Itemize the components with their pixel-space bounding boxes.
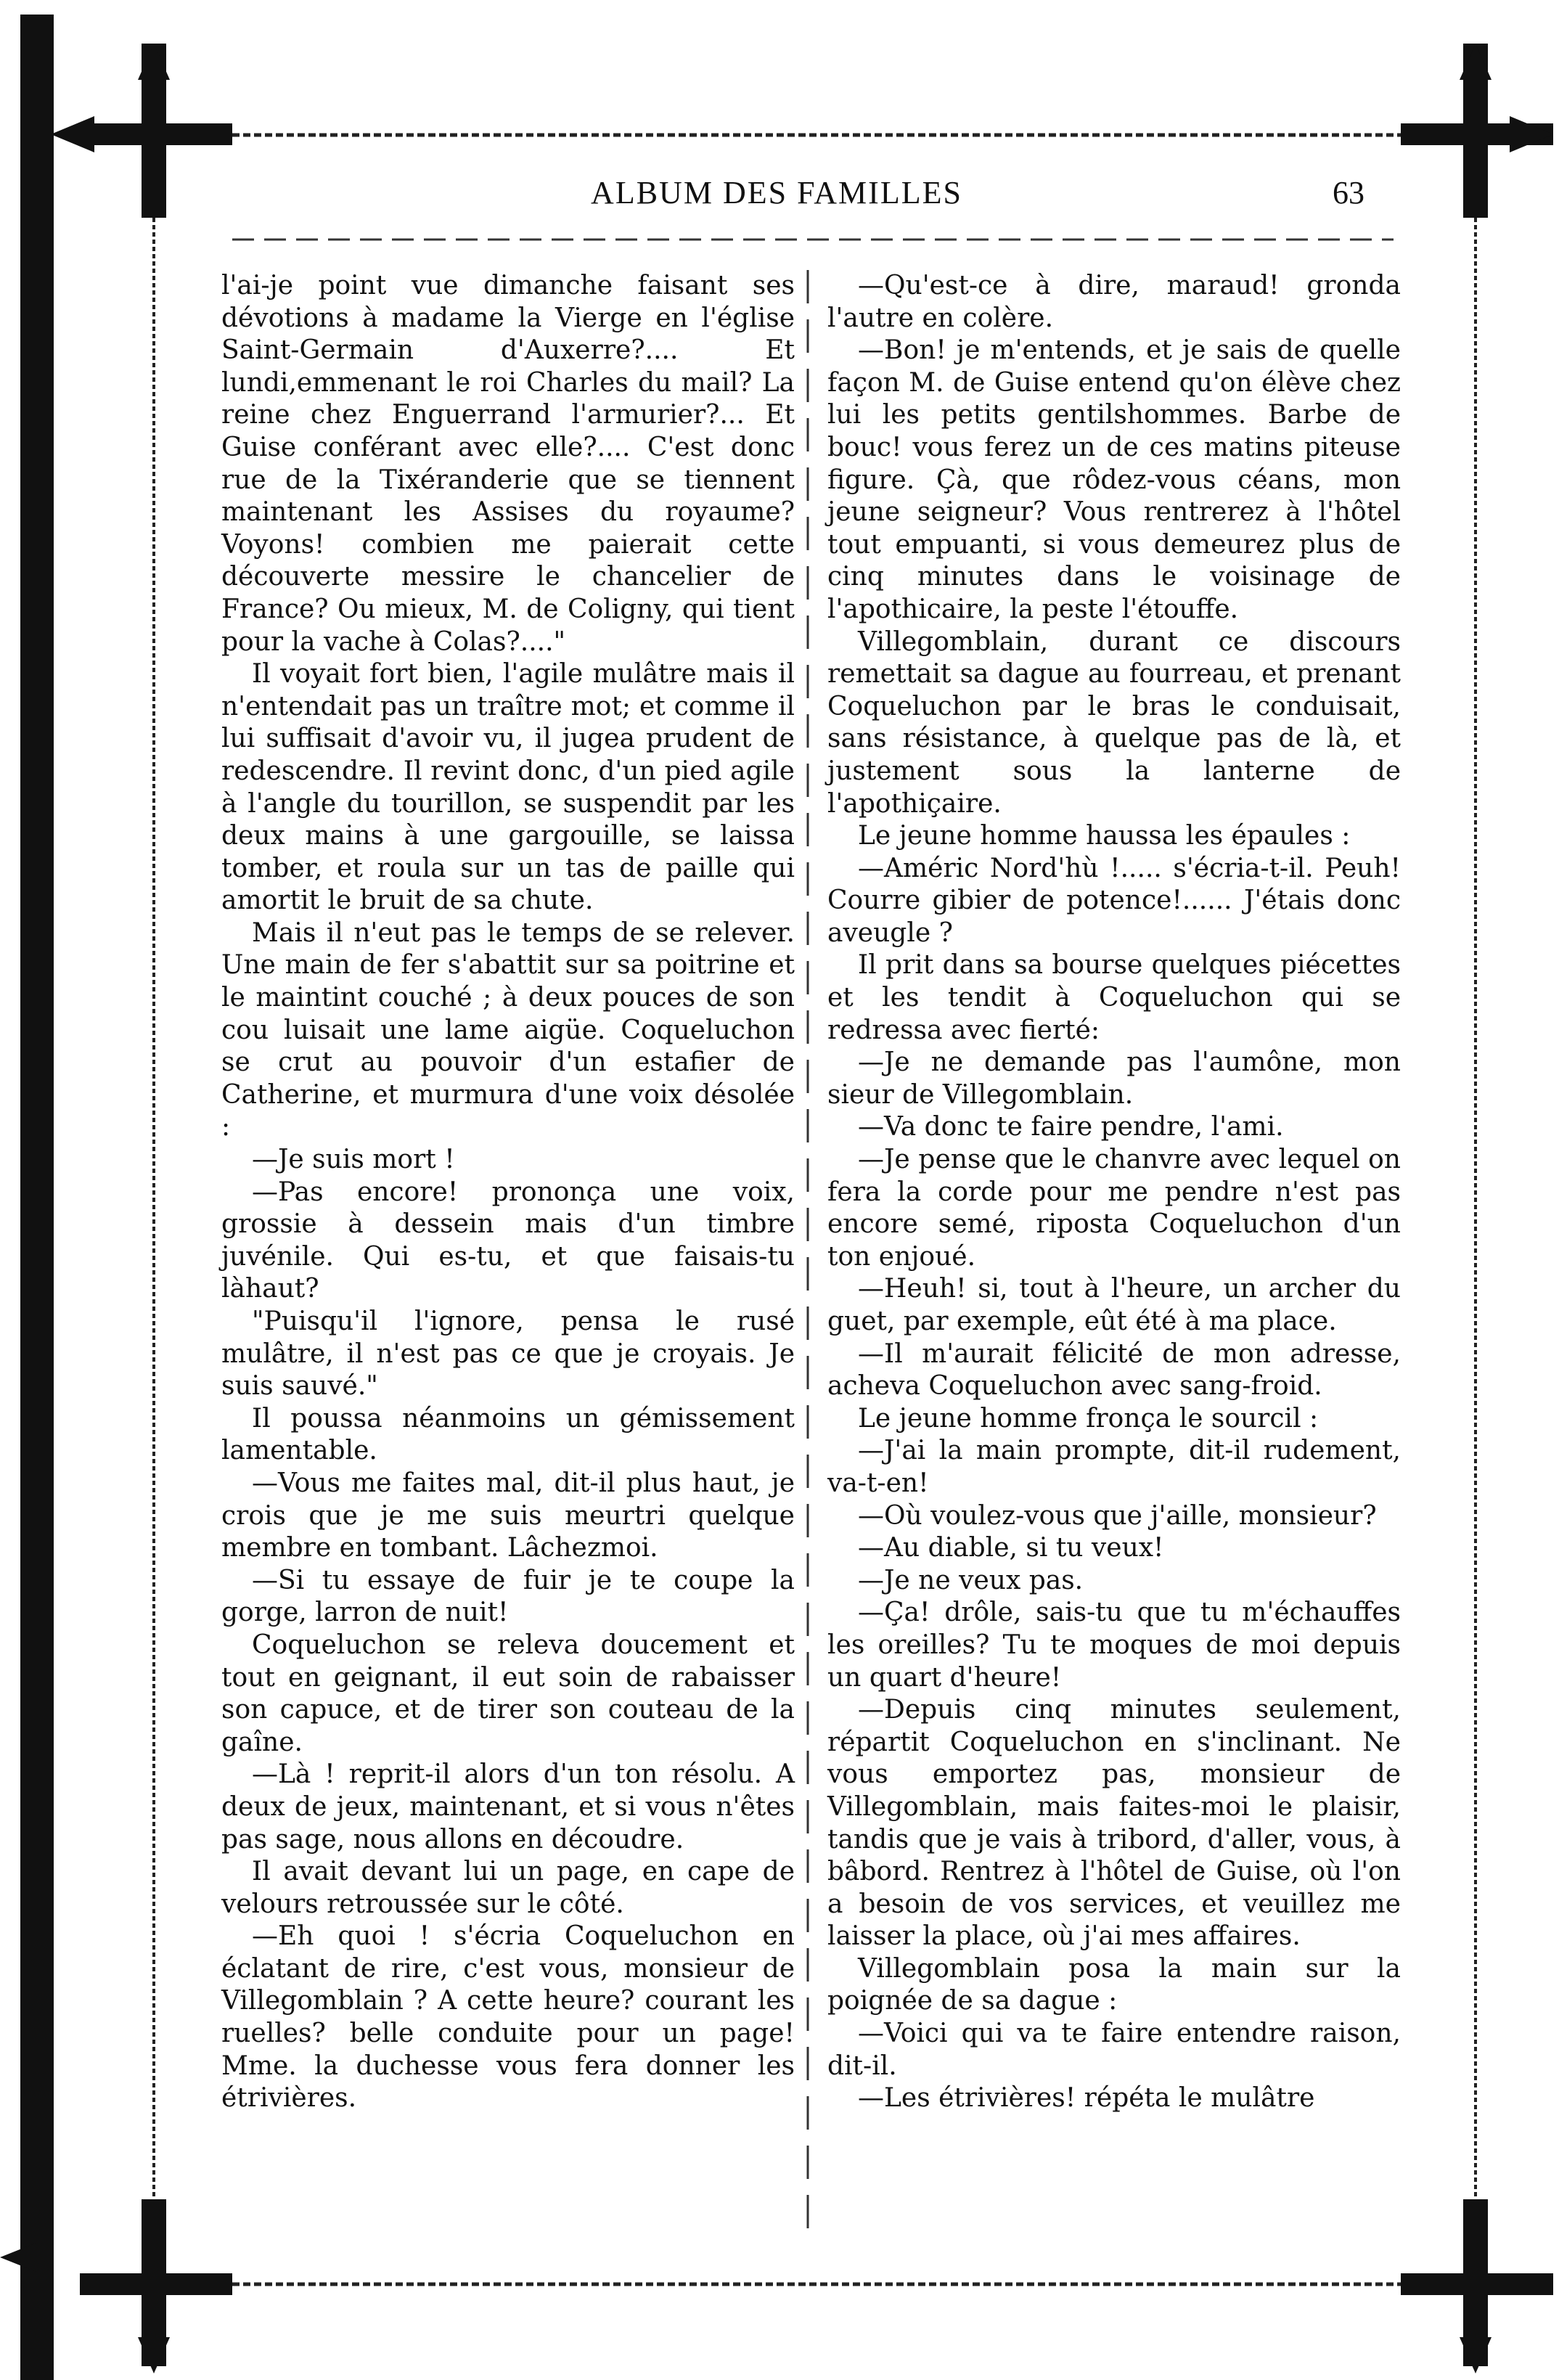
- paragraph: —Je ne demande pas l'aumône, mon sieur de Villegomblain.: [827, 1047, 1401, 1110]
- paragraph: —Depuis cinq minutes seulement, répartit Coqueluchon en s'inclinant. Ne vous emportez pas, monsieur de Villegomblain, mais faites-moi le plaisir, tandis que je vais à tribord, d'aller, vous, à bâbord. Rentrez à l'hôtel de Guise, où l'on a besoin de vos services, et veuillez me laisser la place, où j'ai mes affaires.: [827, 1695, 1401, 1952]
- paragraph: Villegomblain posa la main sur la poignée de sa dague :: [827, 1953, 1401, 2016]
- paragraph: —Où voulez-vous que j'aille, monsieur?: [858, 1500, 1377, 1531]
- paragraph: —Eh quoi ! s'écria Coqueluchon en éclatant de rire, c'est vous, monsieur de Villegomblain ? A cette heure? courant les ruelles? belle conduite pour un page! Mme. la duchesse vous fera donner les étrivières.: [221, 1921, 795, 2114]
- paragraph: —Je suis mort !: [252, 1145, 455, 1175]
- corner-ornament-top-left: [51, 44, 232, 218]
- paragraph: Il voyait fort bien, l'agile mulâtre mais il n'entendait pas un traître mot; et comme il lui suffisait d'avoir vu, il jugea prudent de redescendre. Il revint donc, d'un pied agile à l'angle du tourillon, se suspendit par les deux mains à une gargouille, se laissa tomber, et roula sur un tas de paille qui amortit le bruit de sa chute.: [221, 659, 795, 916]
- paragraph: —Vous me faites mal, dit-il plus haut, je crois que je me suis meurtri quelque membre en tombant. Lâchezmoi.: [221, 1468, 795, 1563]
- left-text-column: [221, 270, 795, 2115]
- paragraph: —Au diable, si tu veux!: [858, 1533, 1164, 1563]
- paragraph: —Bon! je m'entends, et je sais de quelle façon M. de Guise entend qu'on élève chez lui les petits gentilshommes. Barbe de bouc! vous ferez un de ces matins piteuse figure. Çà, que rôdez-vous céans, mon jeune seigneur? Vous rentrerez à l'hôtel tout empuanti, si vous demeurez plus de cinq minutes dans le voisinage de l'apothicaire, la peste l'étouffe.: [827, 335, 1401, 624]
- paragraph: "Puisqu'il l'ignore, pensa le rusé mulâtre, il n'est pas ce que je croyais. Je suis sauvé.": [221, 1306, 795, 1402]
- paragraph: Le jeune homme haussa les épaules :: [858, 821, 1351, 851]
- paragraph: —J'ai la main prompte, dit-il rudement, va-t-en!: [827, 1436, 1401, 1498]
- paragraph: —Pas encore! prononça une voix, grossie à dessein mais d'un timbre juvénile. Qui es-tu, et que faisais-tu làhaut?: [221, 1177, 795, 1304]
- paragraph: —Là ! reprit-il alors d'un ton résolu. A deux de jeux, maintenant, et si vous n'êtes pas sage, nous allons en découdre.: [221, 1759, 795, 1854]
- paragraph: —Ça! drôle, sais-tu que tu m'échauffes les oreilles? Tu te moques de moi depuis un quart d'heure!: [827, 1598, 1401, 1693]
- paragraph: —Je ne veux pas.: [858, 1565, 1084, 1595]
- paragraph: Il poussa néanmoins un gémissement lamentable.: [221, 1403, 795, 1466]
- paragraph: —Améric Nord'hù !..... s'écria-t-il. Peuh! Courre gibier de potence!...... J'étais donc aveugle ?: [827, 853, 1401, 948]
- paragraph: —Qu'est-ce à dire, maraud! gronda l'autre en colère.: [827, 271, 1401, 333]
- corner-ornament-top-right: [1401, 44, 1553, 218]
- paragraph: —Les étrivières! répéta le mulâtre: [858, 2083, 1315, 2114]
- paragraph: l'ai-je point vue dimanche faisant ses dévotions à madame la Vierge en l'église Saint-Germain d'Auxerre?.... Et lundi,emmenant le roi Charles du mail? La reine chez Enguerrand l'armurier?... Et Guise conférant avec elle?.... C'est donc rue de la Tixéranderie que se tiennent maintenant les Assises du royaume? Voyons! combien me paierait cette découverte messire le chancelier de France? Ou mieux, M. de Coligny, qui tient pour la vache à Colas?....": [221, 271, 795, 657]
- paragraph: —Il m'aurait félicité de mon adresse, acheva Coqueluchon avec sang-froid.: [827, 1338, 1401, 1402]
- paragraph: Villegomblain, durant ce discours remettait sa dague au fourreau, et prenant Coqueluchon par le bras le conduisait, sans résistance, à quelque pas de là, et justement sous la lanterne de l'apothiçaire.: [827, 626, 1401, 819]
- paragraph: —Voici qui va te faire entendre raison, dit-il.: [827, 2019, 1401, 2081]
- paragraph: —Je pense que le chanvre avec lequel on fera la corde pour me pendre n'est pas encore semé, riposta Coqueluchon d'un ton enjoué.: [827, 1145, 1401, 1272]
- paragraph: —Va donc te faire pendre, l'ami.: [858, 1112, 1284, 1142]
- running-header-title: ALBUM DES FAMILLES: [591, 175, 962, 210]
- left-thick-rule: [20, 15, 54, 2380]
- corner-ornament-bottom-right: [1401, 2199, 1553, 2373]
- paragraph: Coqueluchon se releva doucement et tout en geignant, il eut soin de rabaisser son capuce, et de tirer son couteau de la gaîne.: [221, 1629, 795, 1757]
- paragraph: Il prit dans sa bourse quelques piécettes et les tendit à Coqueluchon qui se redressa avec fierté:: [827, 950, 1401, 1045]
- paragraph: Le jeune homme fronça le sourcil :: [858, 1403, 1319, 1434]
- page-number: 63: [1333, 175, 1364, 210]
- paragraph: Il avait devant lui un page, en cape de velours retroussée sur le côté.: [221, 1857, 795, 1919]
- paragraph: —Si tu essaye de fuir je te coupe la gorge, larron de nuit!: [221, 1565, 795, 1628]
- paragraph: Mais il n'eut pas le temps de se relever. Une main de fer s'abattit sur sa poitrine et le maintint couché ; à deux pouces de son cou luisait une lame aigüe. Coqueluchon se crut au pouvoir d'un estafier de Catherine, et murmura d'une voix désolée :: [221, 917, 795, 1142]
- right-text-column: [827, 270, 1401, 2115]
- paragraph: —Heuh! si, tout à l'heure, un archer du guet, par exemple, eût été à ma place.: [827, 1274, 1401, 1336]
